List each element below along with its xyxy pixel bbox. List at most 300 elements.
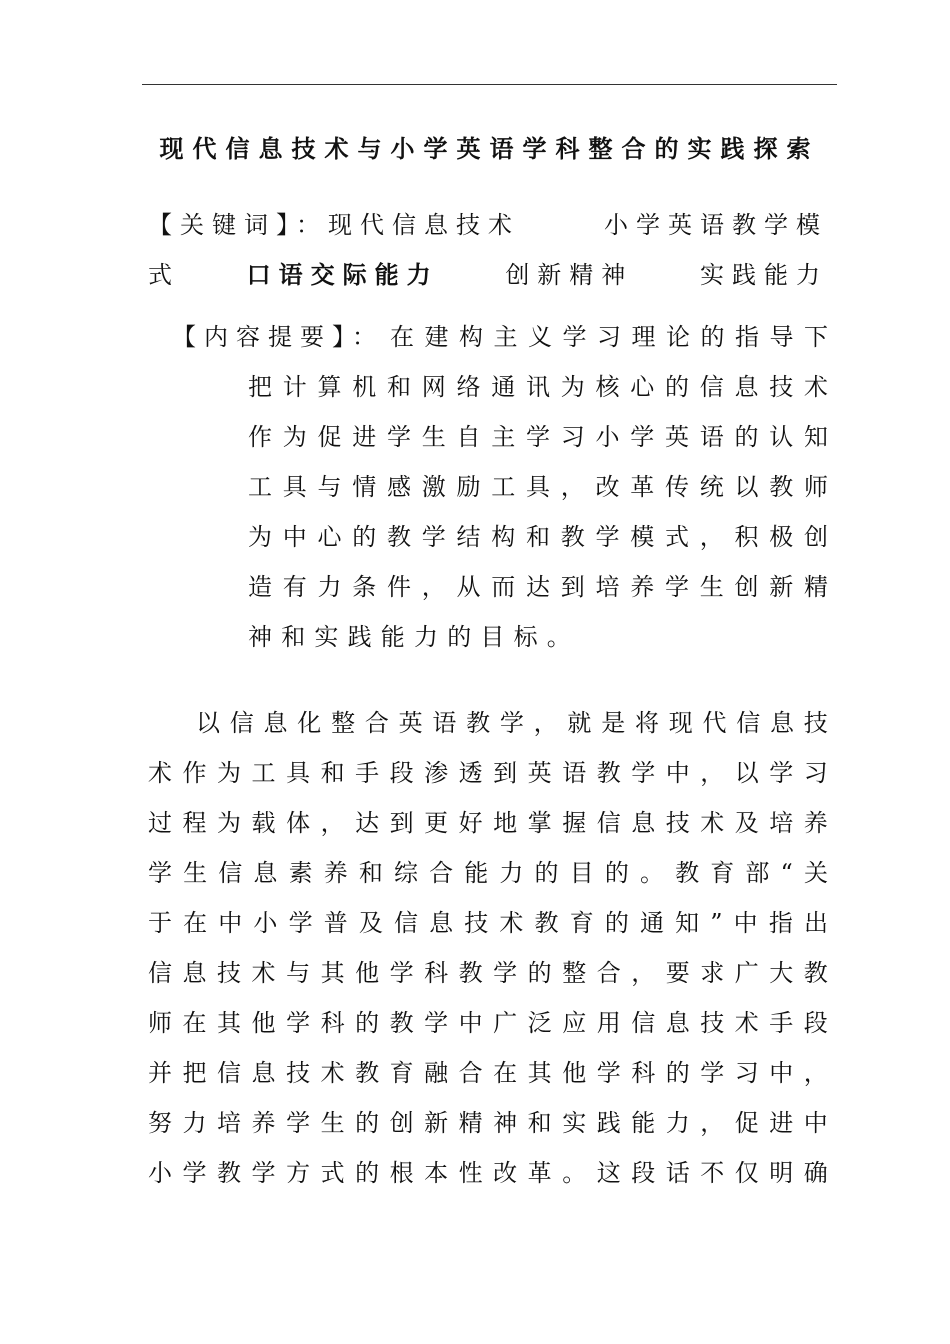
glyph: 力	[499, 859, 524, 887]
glyph: 把	[248, 373, 272, 401]
glyph: 神	[493, 1109, 518, 1137]
glyph: 英	[398, 709, 423, 737]
glyph: 为	[248, 523, 272, 551]
glyph: 力	[665, 1109, 690, 1137]
glyph: 育	[569, 909, 594, 937]
glyph: 方	[286, 1159, 311, 1187]
glyph: 的	[665, 373, 689, 401]
glyph: 极	[769, 523, 794, 551]
body-line	[148, 948, 828, 998]
glyph: ，	[631, 959, 656, 987]
glyph: 术	[804, 373, 828, 401]
glyph: 整	[331, 709, 356, 737]
glyph: 革	[630, 473, 655, 501]
abstract-line	[248, 512, 828, 562]
glyph: 学	[499, 709, 524, 737]
glyph: 的	[604, 859, 629, 887]
glyph: 积	[734, 523, 759, 551]
glyph: 习	[597, 323, 621, 351]
body-line	[148, 1148, 828, 1198]
glyph: 结	[456, 523, 481, 551]
glyph: 具	[286, 759, 311, 787]
glyph: 技	[700, 1009, 725, 1037]
glyph: 技	[769, 373, 794, 401]
keywords-label-and-first: 【关键词】：现代信息技术	[148, 211, 520, 239]
glyph: 模	[630, 523, 655, 551]
glyph: 信	[148, 959, 172, 987]
glyph: 而	[491, 573, 516, 601]
glyph: 语	[699, 423, 724, 451]
glyph: 自	[456, 423, 481, 451]
glyph: 心	[317, 523, 342, 551]
glyph: 从	[456, 573, 481, 601]
glyph: 中	[665, 759, 690, 787]
glyph: ，	[699, 523, 724, 551]
glyph: 合	[429, 859, 454, 887]
glyph: 认	[769, 423, 794, 451]
glyph: 到	[493, 759, 518, 787]
glyph: 信	[393, 909, 418, 937]
glyph: 式	[665, 523, 689, 551]
glyph: 不	[700, 1159, 725, 1187]
glyph: 学	[182, 1159, 207, 1187]
glyph: 践	[596, 1109, 621, 1137]
glyph: 教	[387, 523, 411, 551]
glyph: 渗	[424, 759, 449, 787]
glyph: 中	[733, 909, 758, 937]
glyph: 知	[804, 423, 828, 451]
glyph: 和	[320, 759, 345, 787]
glyph: 信	[596, 809, 621, 837]
glyph: 信	[736, 709, 761, 737]
glyph: 技	[803, 709, 828, 737]
glyph: 具	[526, 473, 550, 501]
glyph: 信	[631, 1009, 656, 1037]
glyph: 生	[699, 573, 724, 601]
glyph: 英	[665, 423, 689, 451]
glyph: 改	[493, 1159, 518, 1187]
glyph: 用	[596, 1009, 621, 1037]
glyph: 主	[491, 423, 516, 451]
document-title: 现代信息技术与小学英语学科整合的实践探索	[159, 135, 820, 163]
glyph: 习	[803, 759, 828, 787]
glyph: 载	[251, 809, 276, 837]
glyph: 的	[734, 423, 759, 451]
glyph: 化	[297, 709, 322, 737]
glyph: 网	[421, 373, 446, 401]
glyph: 在	[182, 1009, 207, 1037]
glyph: 的	[700, 323, 725, 351]
glyph: 教	[534, 909, 559, 937]
glyph: 情	[352, 473, 377, 501]
glyph: 师	[804, 473, 828, 501]
glyph: ，	[700, 1109, 725, 1137]
glyph: 学	[288, 909, 313, 937]
glyph: 养	[323, 859, 348, 887]
glyph: 应	[562, 1009, 587, 1037]
glyph: 学	[286, 1009, 311, 1037]
glyph: 于	[148, 909, 172, 937]
glyph: 息	[253, 859, 278, 887]
glyph: 新	[424, 1109, 449, 1137]
glyph: 达	[355, 809, 380, 837]
glyph: 创	[804, 523, 828, 551]
keywords-line-1	[148, 200, 828, 250]
glyph: 建	[424, 323, 449, 351]
body-line	[148, 1048, 828, 1098]
glyph: ，	[700, 759, 725, 787]
glyph: 是	[601, 709, 626, 737]
glyph: 话	[665, 1159, 690, 1187]
glyph: 创	[389, 1109, 414, 1137]
glyph: 息	[734, 373, 759, 401]
glyph: 息	[665, 1009, 690, 1037]
glyph: 通	[639, 909, 664, 937]
glyph: 科	[631, 1059, 656, 1087]
glyph: 进	[769, 1109, 794, 1137]
glyph: 心	[630, 373, 655, 401]
abstract-line	[248, 462, 828, 512]
glyph: 以	[196, 709, 220, 737]
abstract-line	[390, 312, 828, 362]
glyph: 培	[217, 1109, 242, 1137]
glyph: 与	[317, 473, 342, 501]
abstract-line	[248, 562, 828, 612]
glyph: 息	[182, 959, 207, 987]
glyph: 出	[803, 909, 828, 937]
glyph: 和	[358, 859, 383, 887]
glyph: 小	[253, 909, 278, 937]
glyph: ”	[710, 909, 723, 937]
glyph: 力	[182, 1109, 207, 1137]
glyph: 学	[630, 423, 655, 451]
glyph: 为	[560, 373, 585, 401]
glyph: 中	[458, 1009, 483, 1037]
glyph: 他	[562, 1059, 587, 1087]
glyph: 以	[734, 759, 759, 787]
glyph: 合	[458, 1059, 483, 1087]
glyph: 学	[769, 759, 794, 787]
glyph: 学	[665, 573, 689, 601]
glyph: 精	[804, 573, 828, 601]
glyph: 息	[770, 709, 795, 737]
glyph: 根	[389, 1159, 414, 1187]
glyph: 能	[464, 859, 489, 887]
glyph: 教	[596, 759, 621, 787]
glyph: 机	[352, 373, 377, 401]
glyph: 段	[631, 1159, 656, 1187]
glyph: 教	[675, 859, 700, 887]
glyph: 指	[768, 909, 793, 937]
glyph: 导	[769, 323, 794, 351]
glyph: 促	[734, 1109, 759, 1137]
glyph: 激	[421, 473, 446, 501]
glyph: 现	[668, 709, 693, 737]
glyph: ，	[320, 809, 345, 837]
glyph: 学	[424, 1009, 449, 1037]
glyph: 程	[182, 809, 207, 837]
glyph: 术	[700, 809, 725, 837]
glyph: 确	[803, 1159, 828, 1187]
glyph: 信	[699, 373, 724, 401]
glyph: 整	[562, 959, 587, 987]
glyph: 技	[217, 959, 242, 987]
body-line	[148, 848, 828, 898]
glyph: 他	[355, 959, 380, 987]
glyph: 教	[389, 1009, 414, 1037]
glyph: 促	[317, 423, 342, 451]
glyph: 的	[355, 1009, 380, 1037]
keywords-line-2	[148, 250, 828, 300]
glyph: 过	[148, 809, 172, 837]
glyph: 关	[803, 859, 828, 887]
glyph: 大	[769, 959, 794, 987]
glyph: 的	[355, 1109, 380, 1137]
glyph: 和	[387, 373, 411, 401]
glyph: 中	[803, 1109, 828, 1137]
glyph: 习	[734, 1059, 759, 1087]
glyph: 工	[491, 473, 516, 501]
glyph: 。	[562, 1159, 587, 1187]
glyph: 要	[665, 959, 690, 987]
glyph: 透	[458, 759, 483, 787]
glyph: 习	[560, 423, 585, 451]
glyph: 学	[251, 1159, 276, 1187]
glyph: 部	[745, 859, 770, 887]
glyph: “	[780, 859, 793, 887]
glyph: 学	[595, 523, 620, 551]
glyph: 素	[288, 859, 313, 887]
glyph: 术	[148, 759, 172, 787]
glyph: 其	[320, 959, 345, 987]
glyph: 手	[355, 759, 380, 787]
glyph: 为	[217, 759, 242, 787]
glyph: 络	[456, 373, 481, 401]
glyph: 学	[286, 1109, 311, 1137]
body-line	[148, 748, 828, 798]
glyph: 理	[631, 323, 656, 351]
glyph: 育	[389, 1059, 414, 1087]
glyph: 实	[562, 1109, 587, 1137]
glyph: 仅	[734, 1159, 759, 1187]
body-line	[148, 1098, 828, 1148]
glyph: 中	[282, 523, 307, 551]
glyph: 为	[282, 423, 307, 451]
glyph: 造	[248, 573, 272, 601]
glyph: 科	[320, 1009, 345, 1037]
glyph: 信	[218, 859, 243, 887]
glyph: ，	[533, 709, 558, 737]
glyph: 段	[803, 1009, 828, 1037]
glyph: 能	[631, 1109, 656, 1137]
glyph: 将	[634, 709, 659, 737]
glyph: 作	[182, 759, 207, 787]
keyword-item: 式	[148, 261, 180, 289]
glyph: 件	[387, 573, 411, 601]
glyph: 学	[493, 959, 518, 987]
glyph: 在	[183, 909, 208, 937]
glyph: 计	[282, 373, 307, 401]
glyph: 代	[702, 709, 727, 737]
glyph: 好	[458, 809, 483, 837]
glyph: 师	[148, 1009, 172, 1037]
abstract-line	[248, 412, 828, 462]
glyph: 为	[217, 809, 242, 837]
glyph: 教	[803, 959, 828, 987]
keyword-item: 口语交际能力	[246, 261, 439, 289]
glyph: 论	[666, 323, 690, 351]
glyph: 构	[491, 523, 516, 551]
glyph: 指	[735, 323, 759, 351]
glyph: 传	[665, 473, 689, 501]
glyph: 把	[182, 1059, 207, 1087]
glyph: 养	[803, 809, 828, 837]
glyph: 他	[251, 1009, 276, 1037]
abstract-label: 【内容提要】：	[172, 323, 384, 351]
glyph: 息	[251, 1059, 276, 1087]
glyph: 生	[421, 423, 446, 451]
glyph: 融	[424, 1059, 449, 1087]
glyph: 到	[389, 809, 414, 837]
glyph: 术	[320, 1059, 345, 1087]
glyph: 力	[317, 573, 342, 601]
glyph: 体	[286, 809, 311, 837]
glyph: 在	[390, 323, 414, 351]
glyph: 地	[493, 809, 518, 837]
glyph: 学	[148, 859, 172, 887]
glyph: 学	[562, 323, 587, 351]
glyph: 学	[596, 1059, 621, 1087]
body-line	[148, 998, 828, 1048]
glyph: 教	[458, 959, 483, 987]
glyph: 教	[466, 709, 491, 737]
glyph: 综	[393, 859, 418, 887]
glyph: 教	[217, 1159, 242, 1187]
glyph: 英	[527, 759, 552, 787]
abstract-line: 神和实践能力的目标。	[248, 623, 580, 651]
glyph: 的	[604, 909, 629, 937]
glyph: ，	[421, 573, 446, 601]
glyph: 本	[424, 1159, 449, 1187]
glyph: 中	[769, 1059, 794, 1087]
glyph: 努	[148, 1109, 172, 1137]
glyph: 学	[387, 423, 411, 451]
keyword-item: 小学英语教学模	[604, 211, 828, 239]
glyph: 并	[148, 1059, 172, 1087]
glyph: 算	[317, 373, 342, 401]
glyph: 小	[595, 423, 620, 451]
glyph: 语	[562, 759, 587, 787]
glyph: 和	[527, 1109, 552, 1137]
glyph: 学	[631, 759, 656, 787]
glyph: 其	[527, 1059, 552, 1087]
glyph: 培	[769, 809, 794, 837]
glyph: ，	[560, 473, 585, 501]
glyph: 信	[217, 1059, 242, 1087]
glyph: 统	[699, 473, 724, 501]
glyph: 手	[769, 1009, 794, 1037]
glyph: 具	[282, 473, 307, 501]
glyph: 普	[323, 909, 348, 937]
glyph: 息	[263, 709, 288, 737]
glyph: 的	[352, 523, 377, 551]
glyph: ，	[803, 1059, 828, 1087]
glyph: 。	[639, 859, 664, 887]
glyph: 技	[286, 1059, 311, 1087]
glyph: 段	[389, 759, 414, 787]
glyph: 以	[734, 473, 759, 501]
glyph: 泛	[527, 1009, 552, 1037]
glyph: 核	[595, 373, 620, 401]
glyph: 求	[700, 959, 725, 987]
glyph: 息	[429, 909, 454, 937]
glyph: 励	[456, 473, 481, 501]
glyph: 目	[569, 859, 594, 887]
keyword-item: 创新精神	[505, 261, 634, 289]
glyph: 学	[700, 1059, 725, 1087]
glyph: 式	[320, 1159, 345, 1187]
glyph: 科	[424, 959, 449, 987]
glyph: 知	[675, 909, 700, 937]
glyph: 和	[526, 523, 550, 551]
glyph: 精	[458, 1109, 483, 1137]
glyph: 构	[459, 323, 483, 351]
glyph: 术	[499, 909, 524, 937]
abstract-line	[248, 362, 828, 412]
glyph: 小	[148, 1159, 172, 1187]
glyph: 达	[526, 573, 550, 601]
glyph: 明	[769, 1159, 794, 1187]
glyph: 新	[769, 573, 794, 601]
glyph: 就	[567, 709, 592, 737]
glyph: 培	[595, 573, 620, 601]
body-line	[148, 898, 828, 948]
glyph: 养	[630, 573, 655, 601]
glyph: 信	[229, 709, 254, 737]
glyph: 的	[534, 859, 559, 887]
glyph: 主	[493, 323, 518, 351]
glyph: 学	[526, 423, 550, 451]
glyph: 及	[734, 809, 759, 837]
glyph: 下	[804, 323, 828, 351]
glyph: 广	[493, 1009, 518, 1037]
glyph: 学	[421, 523, 446, 551]
glyph: 术	[734, 1009, 759, 1037]
glyph: 与	[286, 959, 311, 987]
glyph: 革	[527, 1159, 552, 1187]
glyph: 握	[562, 809, 587, 837]
glyph: 工	[251, 759, 276, 787]
glyph: 中	[218, 909, 243, 937]
glyph: 教	[560, 523, 585, 551]
glyph: 作	[248, 423, 272, 451]
header-rule	[142, 84, 837, 85]
glyph: 性	[458, 1159, 483, 1187]
glyph: 创	[734, 573, 759, 601]
glyph: 有	[282, 573, 307, 601]
glyph: 生	[183, 859, 208, 887]
glyph: 的	[665, 1059, 690, 1087]
glyph: 养	[251, 1109, 276, 1137]
glyph: 教	[769, 473, 794, 501]
glyph: 术	[251, 959, 276, 987]
glyph: 的	[355, 1159, 380, 1187]
glyph: 教	[355, 1059, 380, 1087]
glyph: 更	[424, 809, 449, 837]
glyph: 技	[464, 909, 489, 937]
glyph: 合	[596, 959, 621, 987]
glyph: 广	[734, 959, 759, 987]
